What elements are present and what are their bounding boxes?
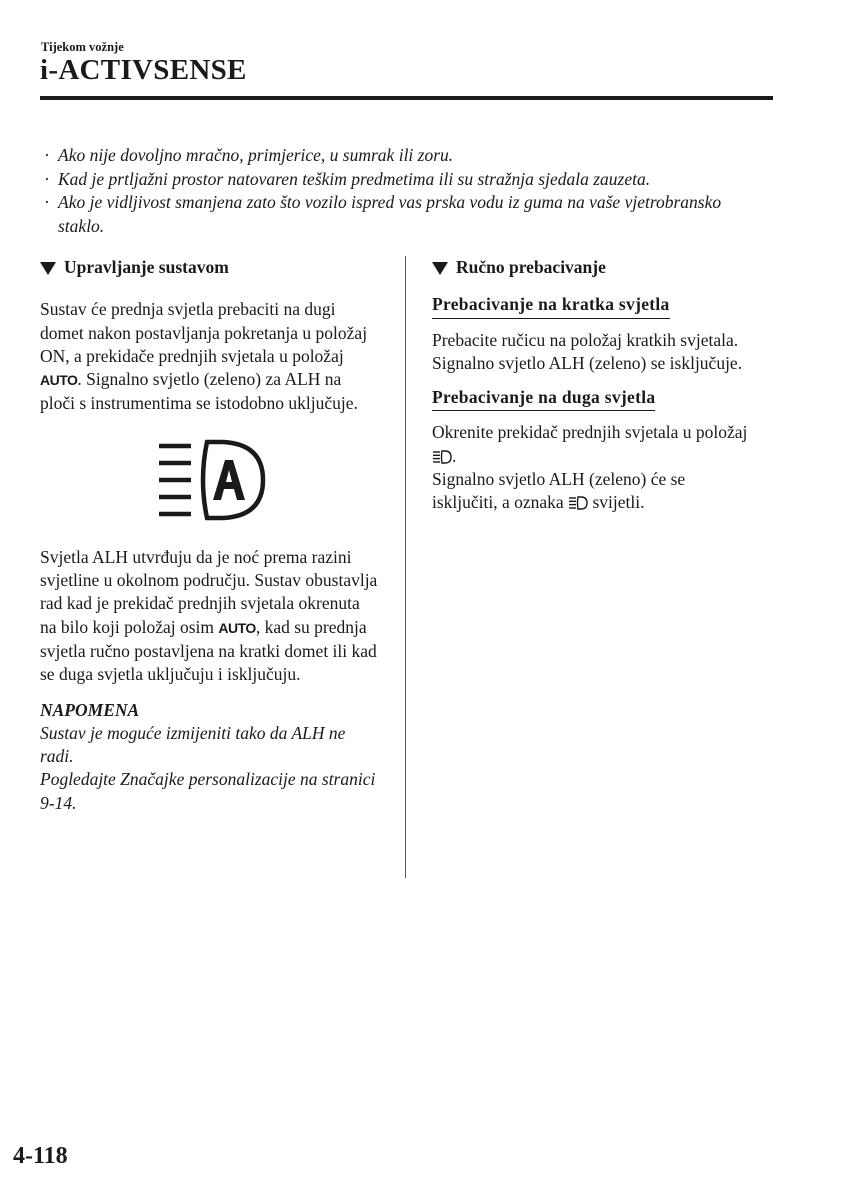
heading-text: Ručno prebacivanje <box>456 257 606 277</box>
note-text: Sustav je moguće izmijeniti tako da ALH ne radi. <box>40 722 346 767</box>
instruction-text <box>432 421 752 468</box>
condition-list <box>42 144 762 238</box>
right-column <box>432 256 752 515</box>
section-heading-control <box>40 256 380 279</box>
instruction-text: Prebacite ručicu na položaj kratkih svjetala. <box>432 329 739 350</box>
text-run: Okrenite prekidač prednjih svjetala u položaj <box>432 422 748 443</box>
auto-label: AUTO <box>218 619 256 636</box>
text-run: . Signalno svjetlo (zeleno) za ALH na ploči s instrumentima se istodobno uključuje. <box>40 369 358 414</box>
text-run: Svjetla ALH utvrđuju da je noć prema razini svjetline u okolnom području. Sustav obustavlja rad kad je prekidač prednjih svjetala okrenuta na bilo koji položaj osim <box>40 546 378 637</box>
page-title: i-ACTIVSENSE <box>40 54 247 86</box>
subsection-low-beam <box>432 293 752 318</box>
heading-text: Upravljanje sustavom <box>64 257 229 277</box>
column-divider <box>405 256 406 878</box>
high-beam-icon <box>568 496 588 510</box>
list-item: · Ako je vidljivost smanjena zato što vozilo ispred vas prska vodu iz guma na vaše vjetrobransko staklo. <box>42 191 762 238</box>
description-paragraph <box>40 546 380 687</box>
triangle-marker-icon <box>40 262 56 275</box>
section-label: Tijekom vožnje <box>41 40 124 54</box>
text-run: . <box>452 445 457 466</box>
note-title: NAPOMENA <box>40 699 140 720</box>
auto-label: AUTO <box>40 372 78 389</box>
instruction-text: Signalno svjetlo ALH (zeleno) se isključuje. <box>432 352 743 373</box>
note-text: Pogledajte Značajke personalizacije na stranici 9-14. <box>40 769 376 813</box>
text-run: svijetli. <box>588 492 645 513</box>
section-heading-manual <box>432 256 752 279</box>
left-column <box>40 256 380 815</box>
list-item: · Kad je prtljažni prostor natovaren teškim predmetima ili su stražnja sjedala zauzeta. <box>42 168 762 192</box>
spacer <box>432 375 752 386</box>
text-run: , kad su prednja svjetla ručno postavljena na kratki domet ili kad se duga svjetla uključuju i isključuju. <box>40 616 377 685</box>
subsection-high-beam <box>432 386 752 411</box>
page-number: 4-118 <box>13 1143 68 1169</box>
triangle-marker-icon <box>432 262 448 275</box>
title-rule <box>40 96 773 100</box>
instruction-text <box>432 468 752 515</box>
text-run: Signalno svjetlo ALH (zeleno) će se isključiti, a oznaka <box>432 469 686 513</box>
auto-high-beam-indicator-icon <box>157 438 269 522</box>
operation-paragraph <box>40 298 380 415</box>
text-run: Sustav će prednja svjetla prebaciti na dugi domet nakon postavljanja pokretanja u položaj ON, a prekidače prednjih svjetala u položaj <box>40 299 368 366</box>
list-item: · Ako nije dovoljno mračno, primjerice, u sumrak ili zoru. <box>42 144 762 168</box>
subheading: Prebacivanje na duga svjetla <box>432 386 655 411</box>
subheading: Prebacivanje na kratka svjetla <box>432 293 670 318</box>
high-beam-icon <box>432 450 452 464</box>
icon-area <box>40 416 380 546</box>
